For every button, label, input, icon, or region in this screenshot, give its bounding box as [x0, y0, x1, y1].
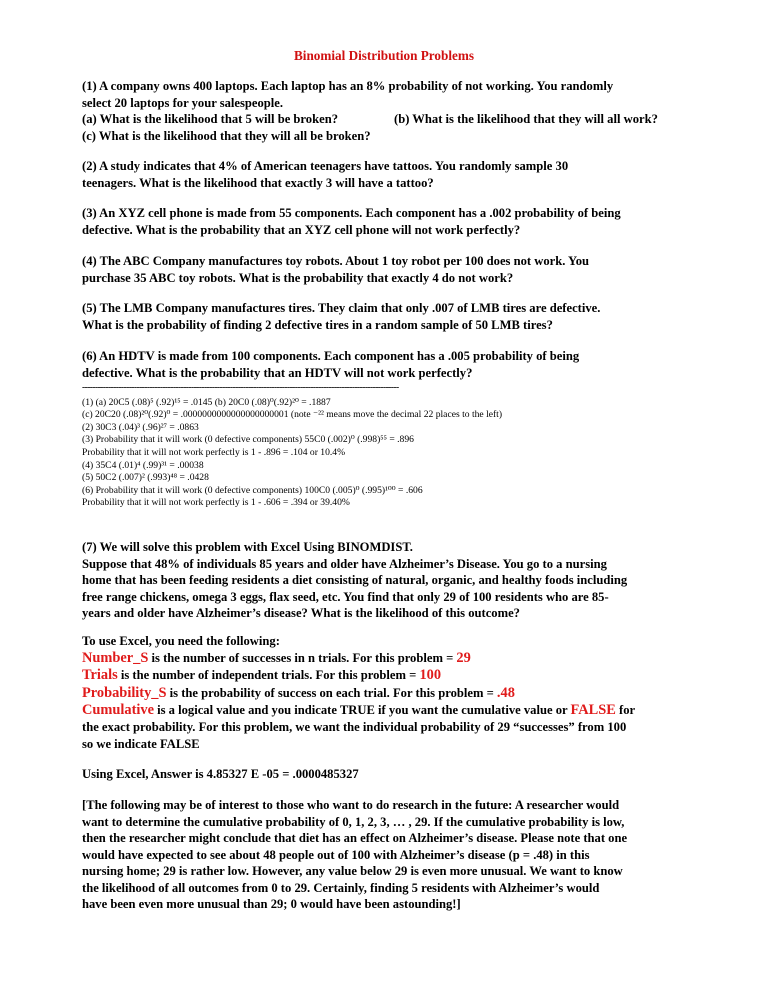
- problem-6-line-2: defective. What is the probability that an HDTV will not work perfectly?: [82, 365, 473, 380]
- research-note-line-6: the likelihood of all outcomes from 0 to 29. Certainly, finding 5 residents with Alzheimer’s would: [82, 880, 600, 895]
- cumulative-false: FALSE: [570, 701, 616, 718]
- solution-1ab: (1) (a) 20C5 (.08)⁵ (.92)¹⁵ = .0145 (b) 20C0 (.08)⁰(.92)²⁰ = .1887: [82, 396, 331, 408]
- probability-s-value: .48: [496, 684, 515, 701]
- problem-6: [82, 348, 694, 381]
- number-s-text: is the number of successes in n trials. For this problem =: [148, 651, 457, 666]
- problem-1-part-b: (b) What is the likelihood that they will all work?: [394, 112, 658, 126]
- divider-line: --------------------------------------------------------------------------------------------------------------------------: [82, 382, 399, 393]
- problem-5-line-1: (5) The LMB Company manufactures tires. They claim that only .007 of LMB tires are defective.: [82, 301, 601, 315]
- number-s-value: 29: [456, 650, 471, 667]
- problem-4: [82, 253, 694, 286]
- excel-cumulative-line-2: the exact probability. For this problem, we want the individual probability of 29 “successes” from 100: [82, 720, 627, 735]
- solution-3-complement: Probability that it will not work perfectly is 1 - .896 = .104 or 10.4%: [82, 446, 346, 458]
- excel-instructions: [82, 633, 694, 753]
- research-note-line-7: have been even more unusual than 29; 0 would have been astounding!]: [82, 897, 461, 911]
- research-note-line-5: nursing home; 29 is rather low. However, any value below 29 is even more unusual. We want to know: [82, 864, 623, 878]
- number-s-term: Number_S: [82, 650, 149, 667]
- research-note-line-2: want to determine the cumulative probability of 0, 1, 2, 3, … , 29. If the cumulative probability is low,: [82, 814, 625, 829]
- excel-answer: Using Excel, Answer is 4.85327 E -05 = .0000485327: [82, 767, 359, 781]
- cumulative-term: Cumulative: [82, 701, 154, 718]
- trials-text: is the number of independent trials. For this problem =: [117, 668, 420, 683]
- solution-4: (4) 35C4 (.01)⁴ (.99)³¹ = .00038: [82, 459, 204, 471]
- probability-s-text: is the probability of success on each trial. For this problem =: [166, 685, 497, 700]
- problem-7-line-3: home that has been feeding residents a diet consisting of natural, organic, and healthy foods including: [82, 573, 628, 587]
- trials-term: Trials: [82, 667, 118, 684]
- excel-probability-s: [82, 685, 694, 702]
- problem-3-line-1: (3) An XYZ cell phone is made from 55 components. Each component has a .002 probability of being: [82, 206, 621, 220]
- problem-2-line-2: teenagers. What is the likelihood that exactly 3 will have a tattoo?: [82, 175, 434, 190]
- excel-intro: To use Excel, you need the following:: [82, 634, 280, 648]
- problem-1-part-a: (a) What is the likelihood that 5 will be broken?: [82, 112, 338, 126]
- problem-7-line-5: years and older have Alzheimer’s disease? What is the likelihood of this outcome?: [82, 606, 520, 620]
- excel-trials: [82, 667, 694, 684]
- problem-1-parts-ab: [82, 111, 694, 128]
- problem-7-line-1: (7) We will solve this problem with Excel Using BINOMDIST.: [82, 540, 413, 554]
- cumulative-text-1: is a logical value and you indicate TRUE if you want the cumulative value or: [153, 702, 571, 717]
- solutions-block: [82, 382, 694, 510]
- solution-3: (3) Probability that it will work (0 defective components) 55C0 (.002)⁰ (.998)⁵⁵ = .896: [82, 434, 414, 446]
- problem-5: [82, 300, 694, 333]
- problem-3: [82, 205, 694, 238]
- trials-value: 100: [419, 667, 442, 684]
- problem-1-line-1: (1) A company owns 400 laptops. Each laptop has an 8% probability of not working. You randomly: [82, 79, 614, 93]
- cumulative-text-2: for: [615, 702, 636, 717]
- solution-2: (2) 30C3 (.04)³ (.96)²⁷ = .0863: [82, 421, 199, 433]
- problem-7-line-4: free range chickens, omega 3 eggs, flax seed, etc. You find that only 29 of 100 residents who are 85-: [82, 589, 609, 604]
- excel-cumulative: [82, 702, 694, 719]
- excel-number-s: [82, 650, 694, 667]
- problem-5-line-2: What is the probability of finding 2 defective tires in a random sample of 50 LMB tires?: [82, 317, 553, 332]
- problem-1-line-2: select 20 laptops for your salespeople.: [82, 95, 284, 110]
- problem-3-line-2: defective. What is the probability that an XYZ cell phone will not work perfectly?: [82, 222, 521, 237]
- problem-6-line-1: (6) An HDTV is made from 100 components. Each component has a .005 probability of being: [82, 349, 580, 363]
- problem-1: [82, 78, 694, 144]
- problem-4-line-1: (4) The ABC Company manufactures toy robots. About 1 toy robot per 100 does not work. You: [82, 254, 590, 268]
- excel-cumulative-line-3: so we indicate FALSE: [82, 737, 200, 752]
- solution-5: (5) 50C2 (.007)² (.993)⁴⁸ = .0428: [82, 472, 209, 484]
- research-note-line-3: then the researcher might conclude that diet has an effect on Alzheimer’s disease. Please note that one: [82, 831, 628, 845]
- problem-7: [82, 539, 694, 622]
- page-title: Binomial Distribution Problems: [293, 48, 474, 63]
- problem-7-line-2: Suppose that 48% of individuals 85 years and older have Alzheimer’s Disease. You go to a nursing: [82, 556, 607, 571]
- research-note: [82, 797, 694, 913]
- problem-1-part-c: (c) What is the likelihood that they will all be broken?: [82, 128, 371, 143]
- problem-2: [82, 158, 694, 191]
- problem-2-line-1: (2) A study indicates that 4% of American teenagers have tattoos. You randomly sample 30: [82, 159, 569, 173]
- probability-s-term: Probability_S: [82, 684, 167, 701]
- research-note-line-4: would have expected to see about 48 people out of 100 with Alzheimer’s disease (p = .48) in this: [82, 847, 590, 862]
- research-note-line-1: [The following may be of interest to those who want to do research in the future: A researcher would: [82, 798, 620, 812]
- solution-6: (6) Probability that it will work (0 defective components) 100C0 (.005)⁰ (.995)¹⁰⁰ = .606: [82, 484, 423, 496]
- solution-6-complement: Probability that it will not work perfectly is 1 - .606 = .394 or 39.40%: [82, 497, 350, 509]
- solution-1c: (c) 20C20 (.08)²⁰(.92)⁰ = .0000000000000000000001 (note ⁻²² means move the decimal 22 places to the left): [82, 409, 503, 421]
- problem-4-line-2: purchase 35 ABC toy robots. What is the probability that exactly 4 do not work?: [82, 270, 514, 285]
